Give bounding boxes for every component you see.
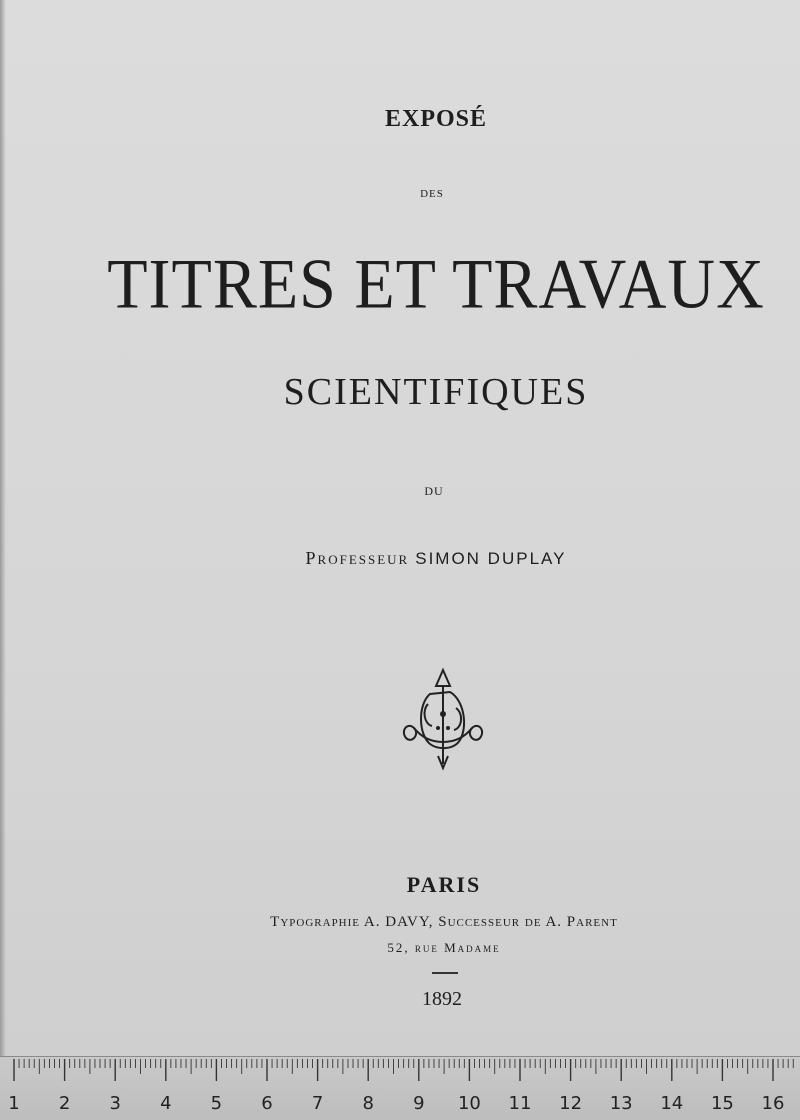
ruler-label: 2 [58,1093,71,1114]
ruler-label: 9 [413,1093,425,1114]
ruler-label: 5 [210,1093,223,1114]
printer-line: Typographie A. DAVY, Successeur de A. Parent [270,914,618,930]
ruler-label: 11 [508,1093,532,1114]
ruler-label: 3 [109,1093,121,1114]
author-prefix: Professeur [305,548,410,568]
ruler-label: 10 [457,1093,481,1114]
ruler-label: 13 [609,1093,633,1114]
publication-year: 1892 [422,988,462,1010]
heading-expose: EXPOSÉ [384,106,488,132]
ruler-label: 7 [311,1093,324,1114]
ruler-scale [0,1057,800,1120]
main-title: TITRES ET TRAVAUX [107,245,765,324]
ruler-label: 6 [261,1093,273,1114]
printer-address: 52, rue Madame [387,940,501,955]
author-name: SIMON DUPLAY [415,549,567,568]
city: PARIS [406,872,482,897]
heading-du: DU [424,484,444,498]
printer-monogram-icon [398,664,488,772]
ruler-label: 8 [362,1093,374,1114]
subtitle: SCIENTIFIQUES [283,371,589,413]
divider [432,972,458,974]
ruler-label: 4 [160,1093,172,1114]
ruler-label: 15 [710,1093,734,1114]
author-line [36,548,800,569]
measuring-ruler [0,1056,800,1120]
ruler-label: 14 [660,1093,684,1114]
ruler-label: 1 [8,1093,20,1114]
heading-des: DES [420,188,444,200]
ruler-label: 16 [761,1093,785,1114]
ruler-label: 12 [559,1093,583,1114]
